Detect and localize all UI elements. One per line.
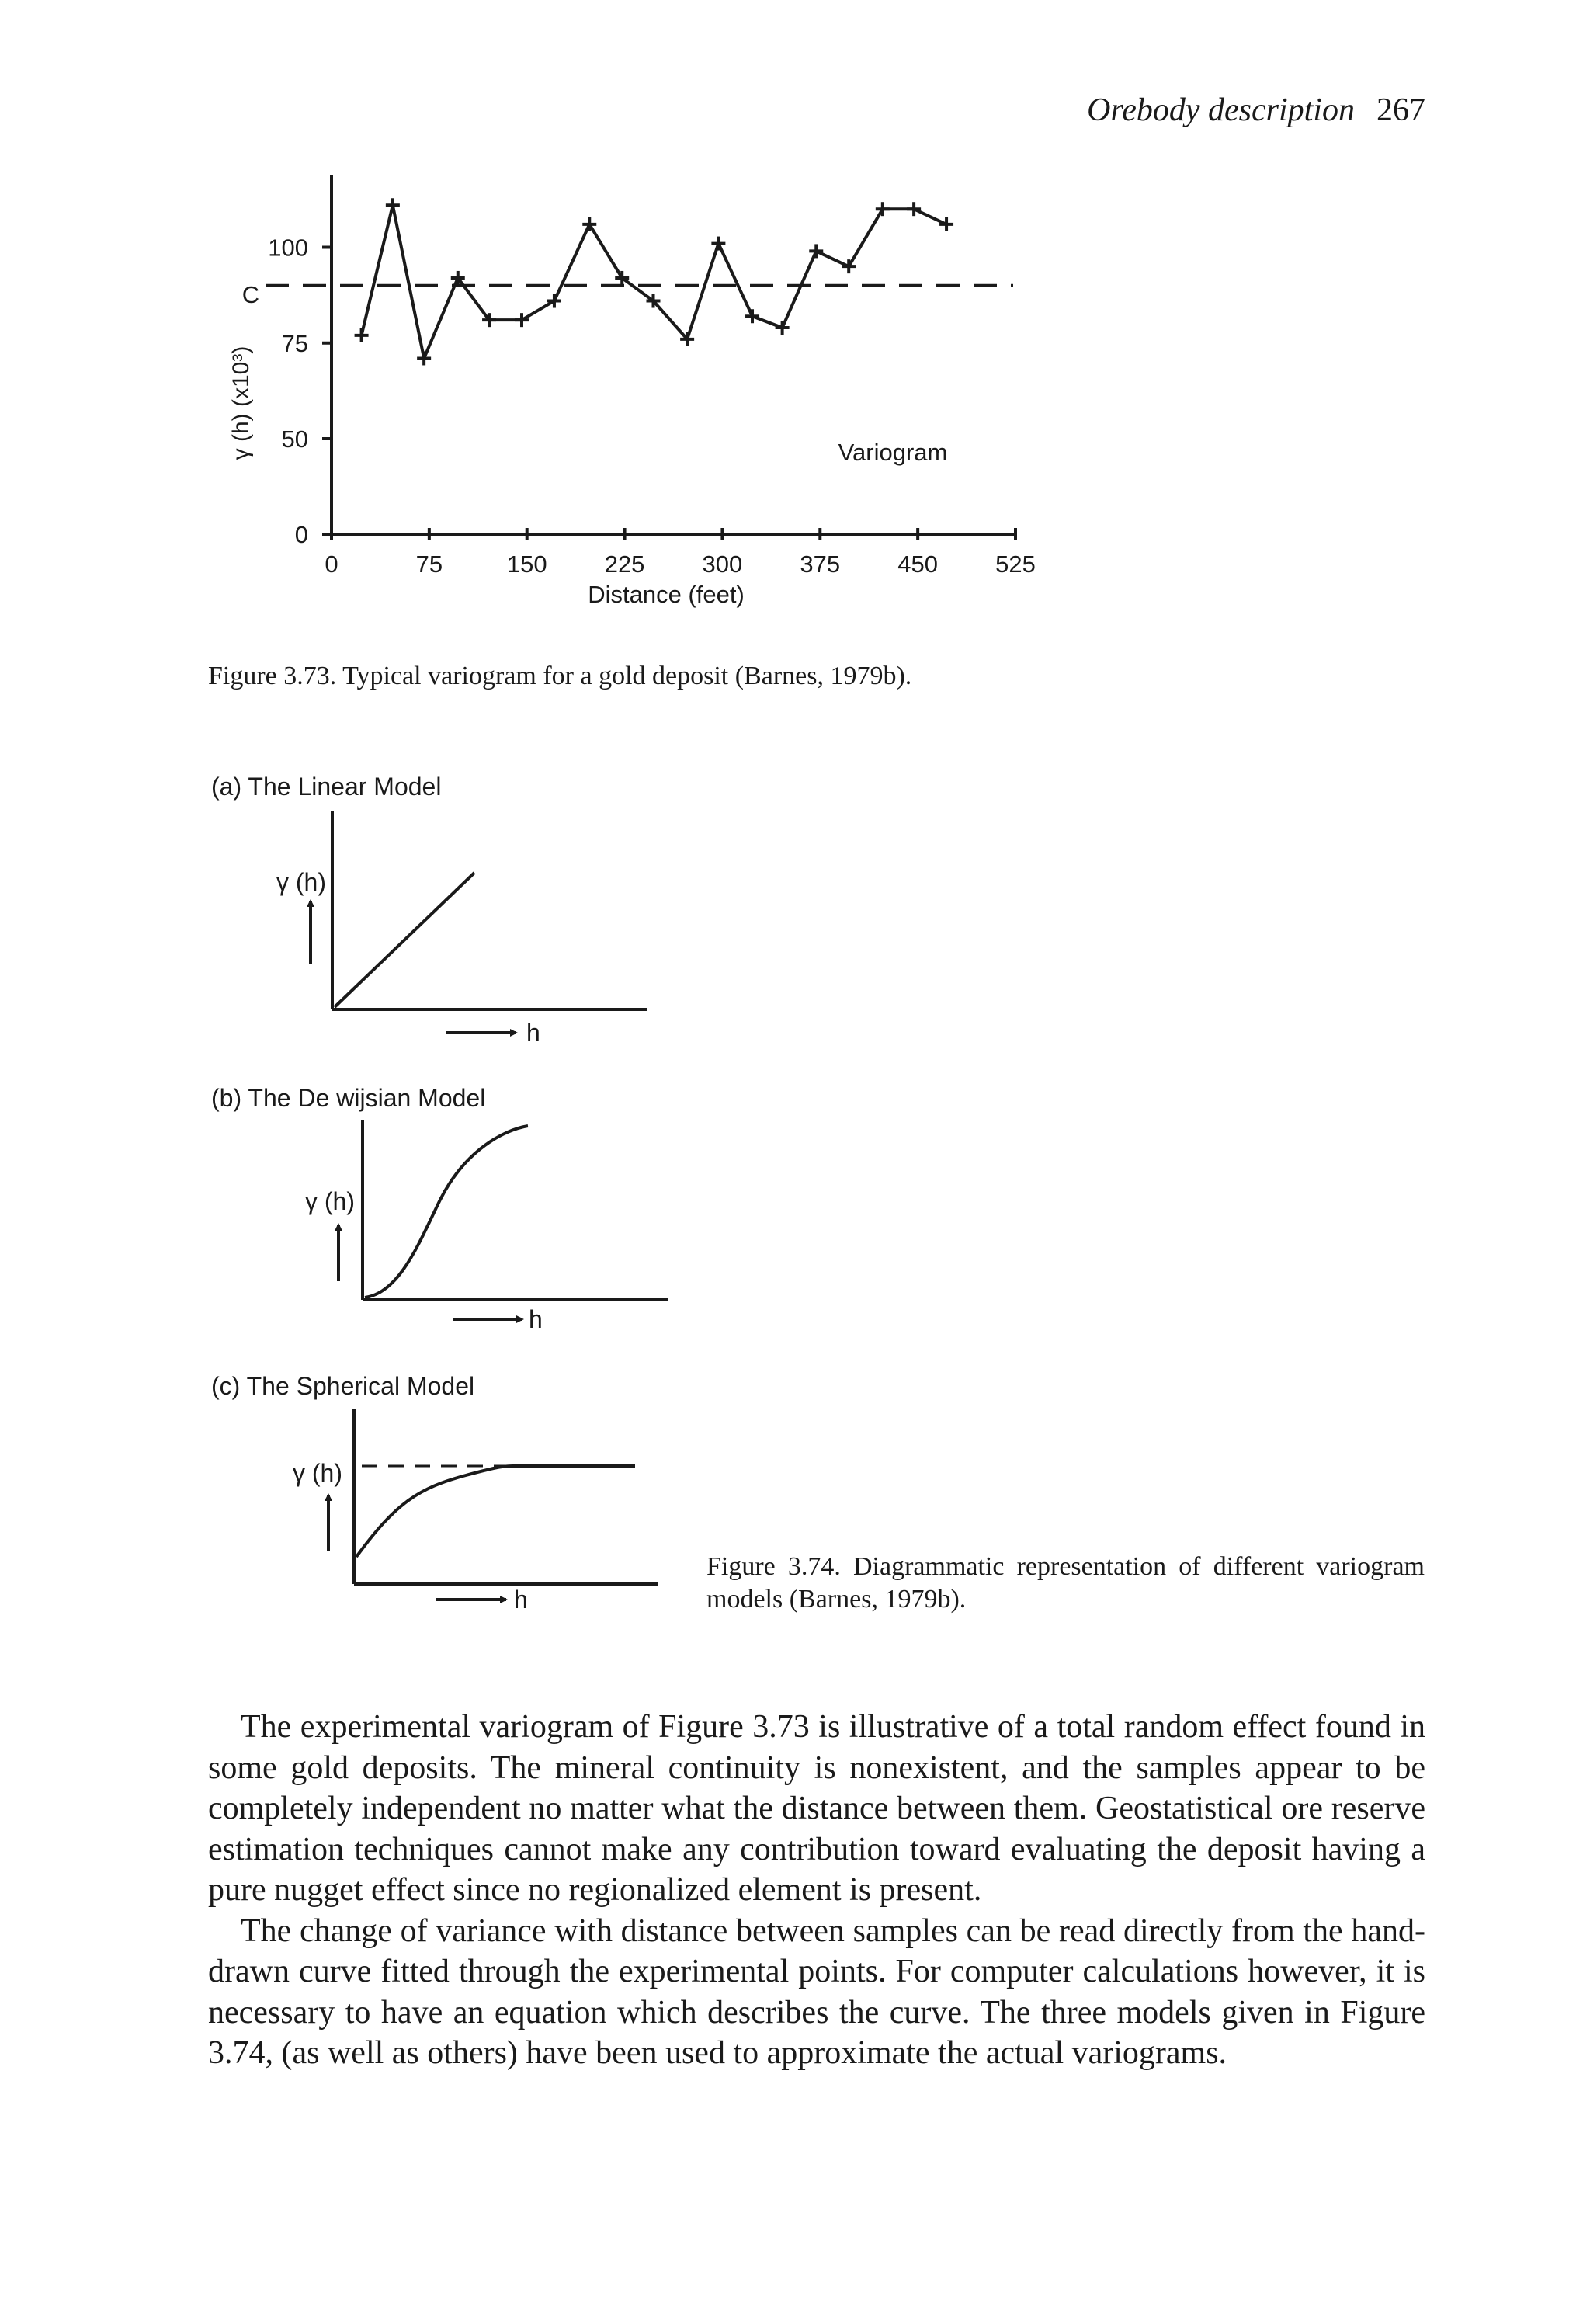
figure-3-73-caption: Figure 3.73. Typical variogram for a gold deposit (Barnes, 1979b). [208,662,912,690]
data-point-marker [876,202,890,216]
x-tick-label: 300 [702,551,743,578]
y-tick-label: 50 [281,426,308,453]
paragraph-1: The experimental variogram of Figure 3.73 is illustrative of a total random effect found in some gold deposits. The mineral continuity is nonexistent, and the samples appear to be completely independent no matter what the distance between them. Geostatistical ore reserve estimation techniques cannot make any contribution toward evaluating the deposit having a pure nugget effect since no regionalized element is present. [208,1709,1425,1908]
dewijsian-x-label: h [529,1305,543,1333]
x-tick-label: 0 [325,551,338,578]
x-tick-label: 150 [506,551,547,578]
x-tick-label: 525 [995,551,1036,578]
panel-linear-model [211,773,647,1047]
paragraph-2: The change of variance with distance between samples can be read directly from the hand-drawn curve fitted through the experimental points. For computer calculations however, it is necessary to have an equation which describes the curve. The three models given in Figure 3.74, (as well as others) have been used to approximate the actual variograms. [208,1912,1425,2071]
panel-spherical-model [211,1372,658,1614]
de-wijsian-model-curve [365,1126,528,1297]
sill-label: C [241,281,260,308]
data-point-marker [745,309,759,323]
linear-model-curve [335,873,474,1007]
data-point-marker [582,217,596,231]
data-point-marker [907,202,921,216]
x-axis-label: Distance (feet) [588,581,745,608]
data-point-marker [417,351,431,365]
page-number: 267 [1376,92,1425,128]
x-tick-label: 75 [415,551,443,578]
data-point-marker [515,313,529,327]
data-point-marker [842,259,856,273]
spherical-y-label: γ (h) [293,1459,342,1487]
data-point-marker [386,198,400,212]
panel-title-linear: (a) The Linear Model [211,773,442,801]
x-tick-label: 450 [897,551,939,578]
y-axis-label: γ (h) (x10³) [228,346,254,460]
x-tick-label: 225 [604,551,645,578]
data-point-marker [355,328,369,342]
y-tick-label: 0 [294,521,308,548]
panel-title-de-wijsian: (b) The De wijsian Model [211,1084,486,1112]
spherical-x-label: h [514,1586,528,1614]
x-tick-label: 375 [800,551,841,578]
panel-title-spherical: (c) The Spherical Model [211,1372,475,1400]
linear-y-label: γ (h) [276,868,326,896]
dewijsian-y-label: γ (h) [305,1187,355,1215]
data-point-marker [939,217,953,231]
body-text [208,1707,1425,2074]
spherical-model-curve [356,1466,635,1557]
data-point-marker [809,244,823,258]
y-tick-label: 75 [281,329,308,357]
data-point-marker [776,321,790,335]
variogram-chart [0,0,1590,652]
running-title: Orebody description [1087,92,1355,128]
chart-title-variogram: Variogram [838,439,948,466]
panel-de-wijsian-model [211,1084,668,1333]
figure-3-74-caption: Figure 3.74. Diagrammatic representation of different variogram models (Barnes, 1979b). [706,1552,1425,1614]
variogram-models-diagram [0,683,1590,1631]
data-point-marker [711,237,725,251]
data-point-marker [547,294,561,308]
y-tick-label: 100 [268,234,308,262]
linear-x-label: h [526,1019,540,1047]
variogram-series-line [362,205,946,358]
